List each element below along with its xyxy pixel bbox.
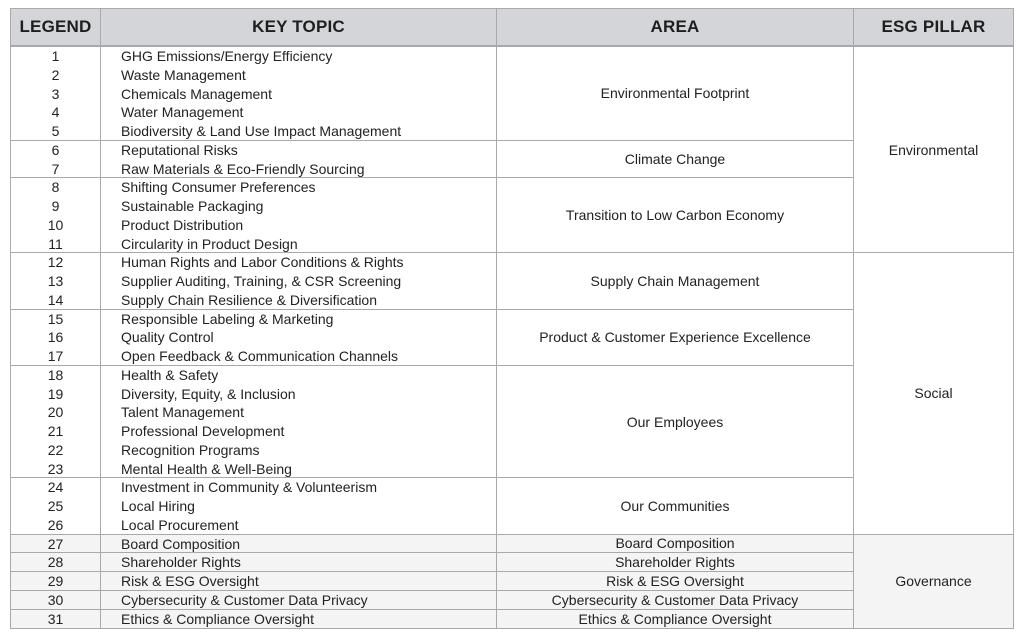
legend-number: 7 (51, 160, 60, 177)
legend-number: 27 (47, 535, 64, 552)
legend-number: 21 (47, 423, 64, 439)
key-topic-label: Shifting Consumer Preferences (121, 179, 316, 196)
key-topic-cell (100, 252, 497, 309)
area-label: Board Composition (615, 535, 735, 552)
legend-number: 16 (47, 329, 64, 346)
legend-cell (10, 365, 101, 479)
key-topic-label: Investment in Community & Volunteerism (121, 479, 377, 496)
key-topic-cell (100, 177, 497, 253)
key-topic-cell (100, 534, 497, 554)
legend-number: 28 (47, 554, 64, 571)
legend-cell (10, 534, 101, 554)
area-label: Risk & ESG Oversight (606, 572, 744, 589)
key-topic-label: Reputational Risks (121, 141, 238, 158)
legend-cell (10, 177, 101, 253)
header-area-label: AREA (650, 17, 700, 36)
legend-number: 2 (51, 66, 60, 83)
area-cell (496, 365, 854, 479)
key-topic-label: Biodiversity & Land Use Impact Management (121, 123, 402, 139)
area-cell (496, 609, 854, 630)
legend-number: 11 (48, 235, 63, 252)
legend-cell (10, 252, 101, 309)
key-topic-label: Ethics & Compliance Oversight (121, 610, 314, 627)
area-label: Product & Customer Experience Excellence (539, 329, 811, 346)
esg-topics-table (11, 9, 1014, 632)
key-topic-cell (100, 571, 497, 591)
esg-pillar-cell (853, 46, 1014, 253)
esg-pillar-label: Governance (895, 573, 972, 590)
legend-number: 3 (51, 85, 60, 102)
area-cell (496, 140, 854, 179)
key-topic-label: Circularity in Product Design (121, 235, 298, 252)
area-cell (496, 177, 854, 253)
area-label: Climate Change (624, 151, 726, 167)
area-cell (496, 46, 854, 141)
key-topic-label: Open Feedback & Communication Channels (121, 348, 399, 364)
area-cell (496, 477, 854, 534)
key-topic-label: Mental Health & Well-Being (121, 460, 292, 477)
legend-number: 18 (47, 366, 64, 383)
legend-cell (10, 571, 101, 591)
key-topic-label: Waste Management (121, 66, 246, 83)
key-topic-label: Local Hiring (121, 498, 195, 514)
legend-number: 15 (47, 310, 64, 327)
key-topic-cell (100, 46, 497, 141)
legend-number: 13 (47, 273, 64, 289)
key-topic-label: Product Distribution (121, 216, 244, 233)
esg-pillar-label: Social (914, 385, 953, 402)
area-label: Our Employees (626, 413, 724, 430)
esg-pillar-label: Environmental (888, 141, 979, 158)
area-cell (496, 552, 854, 572)
area-cell (496, 571, 854, 591)
legend-number: 9 (51, 198, 60, 214)
legend-cell (10, 309, 101, 366)
area-label: Shareholder Rights (615, 554, 735, 571)
header-legend-label: LEGEND (19, 17, 92, 36)
area-label: Cybersecurity & Customer Data Privacy (551, 591, 799, 608)
area-cell (496, 309, 854, 366)
key-topic-label: Water Management (121, 104, 244, 121)
area-cell (496, 590, 854, 610)
key-topic-label: Risk & ESG Oversight (121, 573, 259, 589)
key-topic-cell (100, 477, 497, 534)
key-topic-label: Recognition Programs (121, 441, 260, 458)
key-topic-label: GHG Emissions/Energy Efficiency (121, 48, 333, 64)
key-topic-cell (100, 590, 497, 610)
key-topic-cell (100, 309, 497, 366)
area-label: Supply Chain Management (590, 272, 760, 289)
esg-pillar-cell (853, 534, 1014, 630)
key-topic-cell (100, 140, 497, 179)
key-topic-cell (100, 365, 497, 479)
key-topic-label: Chemicals Management (121, 85, 272, 102)
key-topic-label: Quality Control (121, 329, 214, 346)
key-topic-label: Shareholder Rights (121, 554, 241, 571)
legend-number: 26 (47, 516, 64, 533)
legend-number: 12 (47, 254, 64, 271)
key-topic-label: Cybersecurity & Customer Data Privacy (121, 591, 368, 608)
legend-number: 19 (47, 385, 64, 402)
legend-number: 8 (51, 179, 60, 196)
header-key-topic-label: KEY TOPIC (252, 17, 345, 36)
key-topic-label: Supply Chain Resilience & Diversification (121, 291, 378, 308)
key-topic-label: Human Rights and Labor Conditions & Rights (121, 254, 404, 271)
area-label: Transition to Low Carbon Economy (565, 207, 785, 224)
legend-number: 14 (47, 291, 64, 308)
legend-cell (10, 140, 101, 179)
legend-number: 6 (51, 141, 60, 158)
area-label: Ethics & Compliance Oversight (578, 610, 772, 627)
area-cell (496, 534, 854, 554)
key-topic-cell (100, 609, 497, 630)
legend-number: 20 (47, 404, 64, 421)
esg-pillar-cell (853, 252, 1014, 534)
legend-number: 24 (47, 479, 64, 496)
legend-number: 17 (47, 348, 64, 364)
key-topic-label: Professional Development (121, 423, 285, 439)
legend-cell (10, 590, 101, 610)
header-key-topic (100, 8, 497, 46)
legend-cell (10, 477, 101, 534)
area-cell (496, 252, 854, 309)
legend-number: 5 (51, 123, 60, 139)
header-esg-pillar-label: ESG PILLAR (881, 17, 986, 36)
key-topic-label: Responsible Labeling & Marketing (121, 310, 334, 327)
legend-number: 4 (51, 104, 60, 121)
header-area (496, 8, 854, 46)
legend-number: 10 (47, 216, 64, 233)
key-topic-label: Talent Management (121, 404, 244, 421)
legend-cell (10, 552, 101, 572)
key-topic-label: Raw Materials & Eco-Friendly Sourcing (121, 160, 365, 177)
key-topic-label: Board Composition (121, 535, 241, 552)
legend-number: 31 (47, 610, 64, 627)
legend-number: 23 (47, 460, 64, 477)
area-label: Environmental Footprint (600, 85, 750, 102)
legend-number: 29 (47, 573, 64, 589)
header-esg-pillar (853, 8, 1014, 46)
key-topic-label: Sustainable Packaging (121, 198, 264, 214)
key-topic-cell (100, 552, 497, 572)
key-topic-label: Health & Safety (121, 366, 219, 383)
legend-cell (10, 46, 101, 141)
legend-cell (10, 609, 101, 630)
key-topic-label: Diversity, Equity, & Inclusion (121, 385, 296, 402)
legend-number: 30 (47, 591, 64, 608)
legend-number: 22 (47, 441, 64, 458)
legend-number: 1 (51, 48, 60, 64)
key-topic-label: Supplier Auditing, Training, & CSR Screening (121, 273, 402, 289)
key-topic-label: Local Procurement (121, 516, 239, 533)
area-label: Our Communities (620, 497, 730, 514)
legend-number: 25 (47, 498, 64, 514)
header-legend (10, 8, 101, 46)
